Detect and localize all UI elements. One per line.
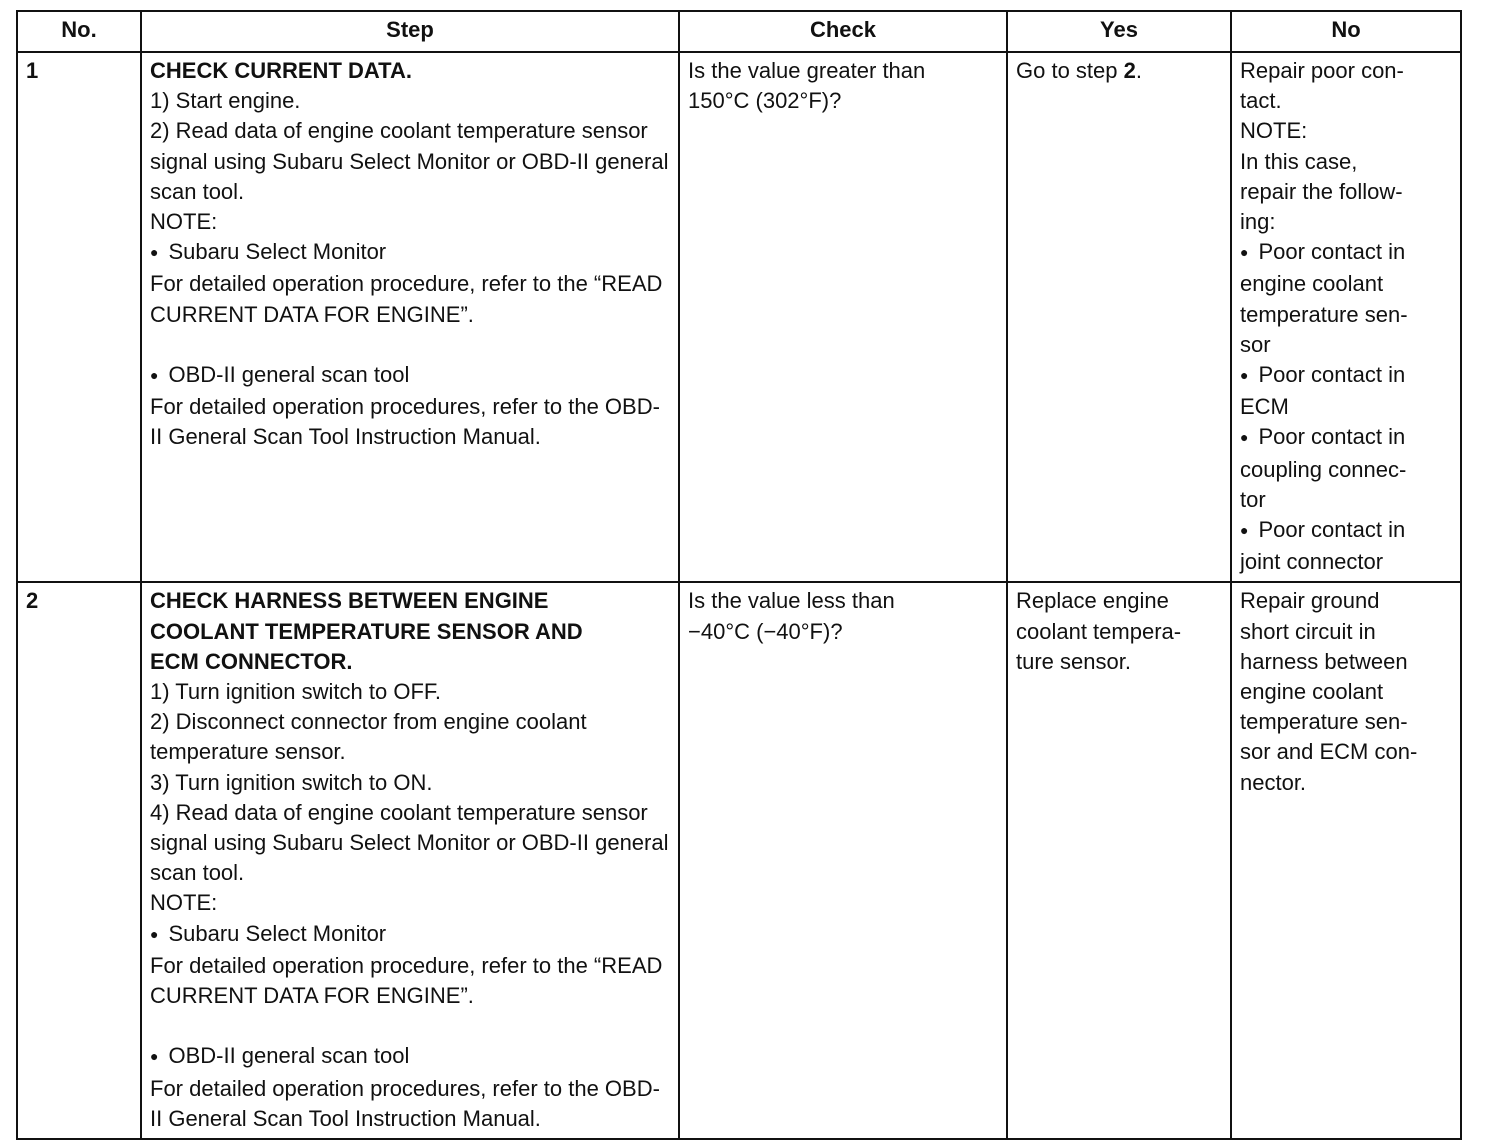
no-cell: [1231, 52, 1461, 582]
step-title: CHECK HARNESS BETWEEN ENGINE COOLANT TEMPERATURE SENSOR AND ECM CONNECTOR.: [150, 588, 583, 674]
yes-step-ref: 2: [1123, 58, 1136, 83]
step-title: CHECK CURRENT DATA.: [150, 58, 412, 83]
no-cell: Repair ground short circuit in harness between engine coolant temperature sen- sor and ECM con- nector.: [1231, 582, 1461, 1139]
row-number: 1: [17, 52, 141, 582]
no-line: In this case, repair the follow- ing:: [1240, 148, 1403, 235]
step-line: 2) Read data of engine coolant temperature sensor signal using Subaru Select Monitor or OBD-II general scan tool.: [150, 118, 669, 204]
note-text: For detailed operation procedure, refer to the “READ CURRENT DATA FOR ENGINE”.: [150, 952, 663, 1009]
no-bullet: ● Poor contact in engine coolant temperature sen- sor: [1240, 237, 1454, 360]
note-text: For detailed operation procedure, refer to the “READ CURRENT DATA FOR ENGINE”.: [150, 271, 663, 327]
check-cell: Is the value less than −40°C (−40°F)?: [679, 582, 1007, 1139]
no-bullet: ● Poor contact in joint connector: [1240, 515, 1454, 577]
step-line: 4) Read data of engine coolant temperature sensor signal using Subaru Select Monitor or OBD-II general scan tool.: [150, 799, 669, 886]
note-text: For detailed operation procedures, refer to the OBD-II General Scan Tool Instruction Manual.: [150, 394, 660, 450]
step-cell: [141, 52, 679, 582]
yes-prefix: Go to step: [1016, 58, 1124, 83]
header-no: No.: [17, 11, 141, 52]
header-step: Step: [141, 11, 679, 52]
step-line: 3) Turn ignition switch to ON.: [150, 769, 433, 795]
header-row: [17, 11, 1461, 52]
note-bullet: ● OBD-II general scan tool: [150, 360, 672, 392]
header-check: Check: [679, 11, 1007, 52]
note-bullet: ● Subaru Select Monitor: [150, 919, 672, 951]
note-label: NOTE:: [150, 890, 218, 916]
no-bullet: ● Poor contact in ECM: [1240, 360, 1454, 422]
step-cell: [141, 582, 679, 1139]
diagnostic-table: [16, 10, 1462, 1140]
row-number: 2: [17, 582, 141, 1139]
spacer: [150, 330, 672, 360]
yes-suffix: .: [1135, 58, 1142, 83]
note-bullet: ● OBD-II general scan tool: [150, 1041, 672, 1073]
header-no-result: No: [1231, 11, 1461, 52]
step-line: 1) Start engine.: [150, 88, 301, 114]
step-line: 2) Disconnect connector from engine coolant temperature sensor.: [150, 709, 587, 765]
spacer: [150, 1011, 672, 1041]
table-row: [17, 52, 1461, 582]
no-line: Repair poor con- tact.: [1240, 58, 1404, 114]
note-label: NOTE:: [150, 209, 218, 235]
table-row: [17, 582, 1461, 1139]
note-text: For detailed operation procedures, refer to the OBD-II General Scan Tool Instruction Manual.: [150, 1075, 660, 1131]
header-yes: Yes: [1007, 11, 1231, 52]
no-bullet: ● Poor contact in coupling connec- tor: [1240, 422, 1454, 515]
no-note-label: NOTE:: [1240, 118, 1308, 144]
yes-cell: [1007, 52, 1231, 582]
step-line: 1) Turn ignition switch to OFF.: [150, 679, 441, 705]
check-cell: Is the value greater than 150°C (302°F)?: [679, 52, 1007, 582]
note-bullet: ● Subaru Select Monitor: [150, 237, 672, 269]
yes-cell: Replace engine coolant tempera- ture sensor.: [1007, 582, 1231, 1139]
